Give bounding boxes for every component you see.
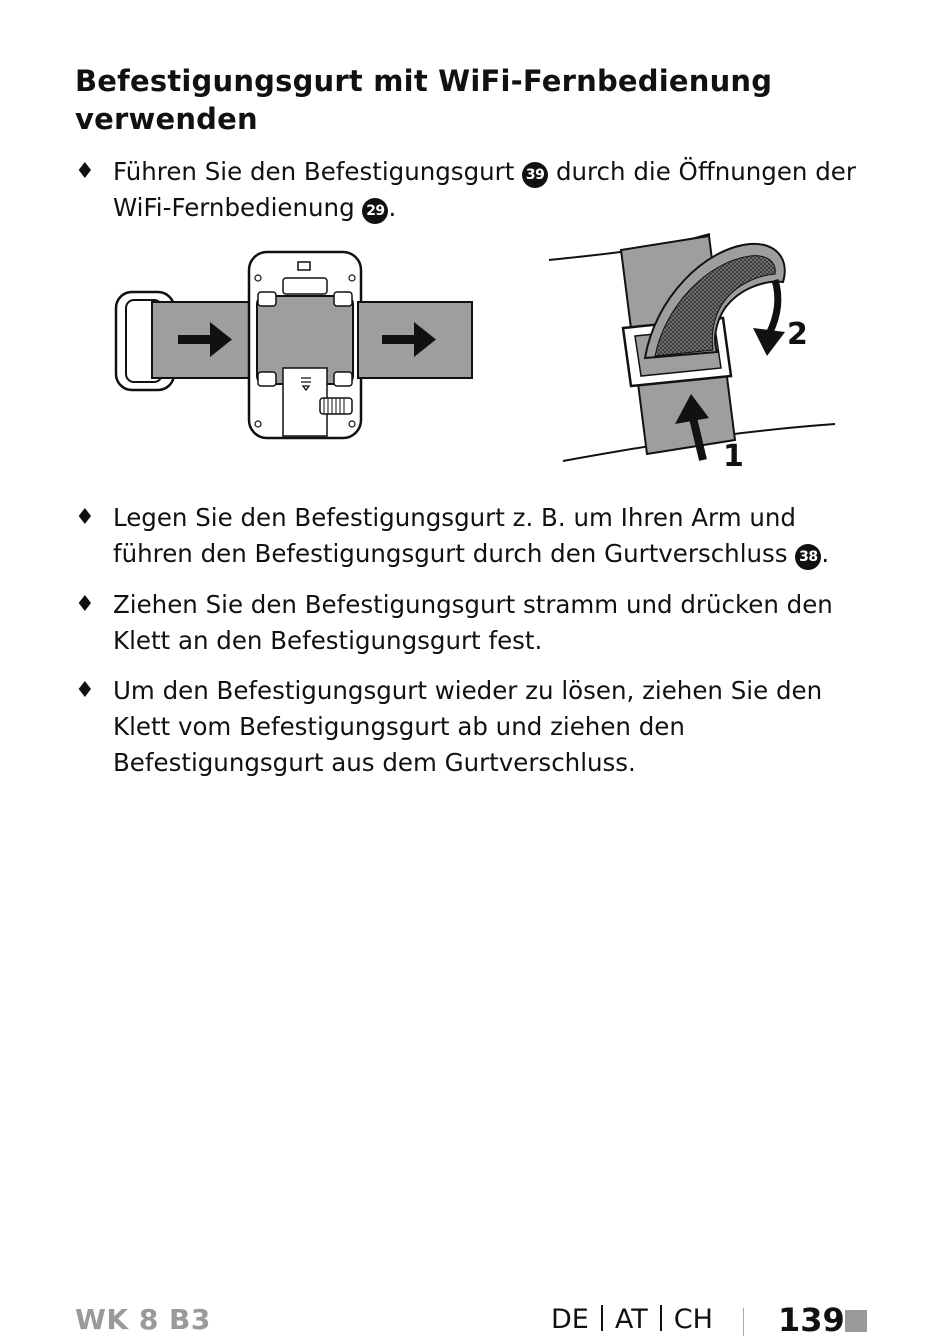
- step-2-text-before: Legen Sie den Befestigungsgurt z. B. um Ihren Arm und führen den Befestigungsgurt durch den Gurtverschluss: [113, 503, 796, 568]
- instruction-step-4: [75, 673, 875, 781]
- country-separator: [660, 1305, 662, 1331]
- country-at: AT: [614, 1304, 648, 1335]
- arrow-down-curved-icon: [769, 280, 778, 334]
- bullet-diamond-icon: ♦: [75, 505, 95, 530]
- instruction-step-1: [75, 154, 875, 226]
- instruction-step-2: [75, 500, 875, 572]
- country-de: DE: [551, 1304, 589, 1335]
- step-1-text-middle: durch die Öffnungen der WiFi-Fernbedienung: [113, 157, 856, 222]
- step-3-text: Ziehen Sie den Befestigungsgurt stramm und drücken den Klett an den Befestigungsgurt fest.: [113, 590, 833, 655]
- page-number: 139: [778, 1301, 845, 1339]
- footer-countries: [551, 1300, 713, 1340]
- figure-label-1: 1: [723, 439, 744, 473]
- reference-number-remote: 29: [362, 198, 388, 224]
- country-separator: [601, 1305, 603, 1331]
- bullet-diamond-icon: ♦: [75, 678, 95, 703]
- footer-model: WK 8 B3: [75, 1303, 211, 1336]
- step-4-text: Um den Befestigungsgurt wieder zu lösen, ziehen Sie den Klett vom Befestigungsgurt ab und ziehen den Befestigungsgurt aus dem Gurtverschluss.: [113, 676, 823, 777]
- step-2-text-after: .: [821, 539, 830, 568]
- page-square-marker: [845, 1310, 867, 1332]
- strap-around-arm-illustration: [545, 228, 840, 473]
- reference-number-buckle: 38: [795, 544, 821, 570]
- bullet-diamond-icon: ♦: [75, 159, 95, 184]
- reference-number-strap: 39: [522, 162, 548, 188]
- strap-through-remote-illustration: [112, 248, 477, 443]
- step-1-text: [113, 154, 875, 226]
- figure-label-2: 2: [787, 317, 808, 352]
- country-ch: CH: [673, 1304, 713, 1335]
- bullet-diamond-icon: ♦: [75, 592, 95, 617]
- step-1-text-before: Führen Sie den Befestigungsgurt: [113, 157, 515, 186]
- step-1-text-after: .: [388, 193, 397, 222]
- footer-divider: [743, 1308, 744, 1336]
- step-2-text: [113, 500, 875, 572]
- instruction-step-3: [75, 587, 875, 659]
- section-heading: Befestigungsgurt mit WiFi-Fernbedienung verwenden: [75, 64, 773, 136]
